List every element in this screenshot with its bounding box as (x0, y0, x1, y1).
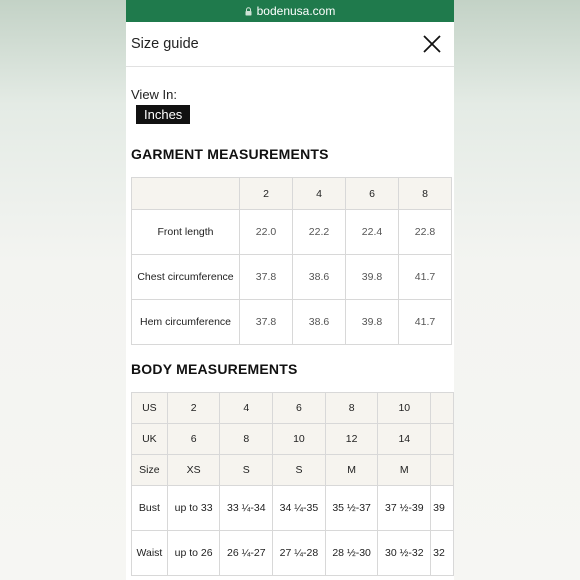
row-label: Chest circumference (132, 255, 240, 300)
table-row (132, 255, 452, 300)
unit-inches-button[interactable]: Inches (136, 105, 190, 124)
table-cell: 33 ¼-34 (220, 486, 273, 531)
table-row (132, 424, 454, 455)
table-cell: 28 ½-30 (325, 531, 378, 576)
modal-header (126, 22, 454, 67)
view-in-label: View In: (131, 87, 178, 102)
table-cell (431, 393, 454, 424)
table-cell: 41.7 (399, 255, 452, 300)
table-cell: 26 ¼-27 (220, 531, 273, 576)
table-cell: 30 ½-32 (378, 531, 431, 576)
table-cell: 22.4 (346, 210, 399, 255)
table-header-empty (132, 178, 240, 210)
table-header-size: 8 (399, 178, 452, 210)
table-cell: up to 26 (167, 531, 220, 576)
garment-measurements-table (131, 177, 452, 345)
table-cell: 41.7 (399, 300, 452, 345)
body-measurements-title: BODY MEASUREMENTS (131, 361, 298, 377)
table-cell: 4 (220, 393, 273, 424)
table-row (132, 393, 454, 424)
table-cell: XS (167, 455, 220, 486)
table-cell: 37 ½-39 (378, 486, 431, 531)
table-cell: 35 ½-37 (325, 486, 378, 531)
table-cell: 8 (325, 393, 378, 424)
table-cell: 22.8 (399, 210, 452, 255)
table-cell: 14 (378, 424, 431, 455)
row-label: UK (132, 424, 168, 455)
table-header-size: 6 (346, 178, 399, 210)
background-left (0, 0, 126, 580)
table-cell: 39.8 (346, 255, 399, 300)
table-cell: 10 (378, 393, 431, 424)
row-label: Bust (132, 486, 168, 531)
table-cell: M (378, 455, 431, 486)
table-row (132, 300, 452, 345)
table-cell: 27 ¼-28 (273, 531, 326, 576)
table-cell: 39 (431, 486, 454, 531)
row-label: Waist (132, 531, 168, 576)
table-cell: 22.2 (293, 210, 346, 255)
table-cell: 8 (220, 424, 273, 455)
table-header-size: 4 (293, 178, 346, 210)
table-cell: 37.8 (240, 255, 293, 300)
row-label: Size (132, 455, 168, 486)
table-cell: 34 ¼-35 (273, 486, 326, 531)
lock-icon (245, 7, 252, 16)
table-row (132, 455, 454, 486)
table-cell: S (273, 455, 326, 486)
table-cell: 2 (167, 393, 220, 424)
table-cell: M (325, 455, 378, 486)
table-row (132, 531, 454, 576)
table-cell: 32 (431, 531, 454, 576)
row-label: Hem circumference (132, 300, 240, 345)
table-cell (431, 455, 454, 486)
table-cell (431, 424, 454, 455)
table-cell: up to 33 (167, 486, 220, 531)
table-cell: 38.6 (293, 255, 346, 300)
table-cell: 10 (273, 424, 326, 455)
table-cell: 12 (325, 424, 378, 455)
row-label: Front length (132, 210, 240, 255)
table-row (132, 486, 454, 531)
page-title: Size guide (131, 36, 199, 52)
table-row (132, 178, 452, 210)
browser-url-bar[interactable] (126, 0, 454, 22)
garment-measurements-title: GARMENT MEASUREMENTS (131, 146, 329, 162)
url-text: bodenusa.com (256, 4, 336, 18)
table-cell: 39.8 (346, 300, 399, 345)
table-row (132, 210, 452, 255)
table-cell: 38.6 (293, 300, 346, 345)
table-cell: 22.0 (240, 210, 293, 255)
table-cell: 6 (273, 393, 326, 424)
table-header-size: 2 (240, 178, 293, 210)
table-cell: 37.8 (240, 300, 293, 345)
table-cell: S (220, 455, 273, 486)
close-icon[interactable] (422, 34, 442, 54)
body-measurements-table (131, 392, 454, 576)
row-label: US (132, 393, 168, 424)
table-cell: 6 (167, 424, 220, 455)
background-right (454, 0, 580, 580)
phone-screen (126, 0, 454, 580)
